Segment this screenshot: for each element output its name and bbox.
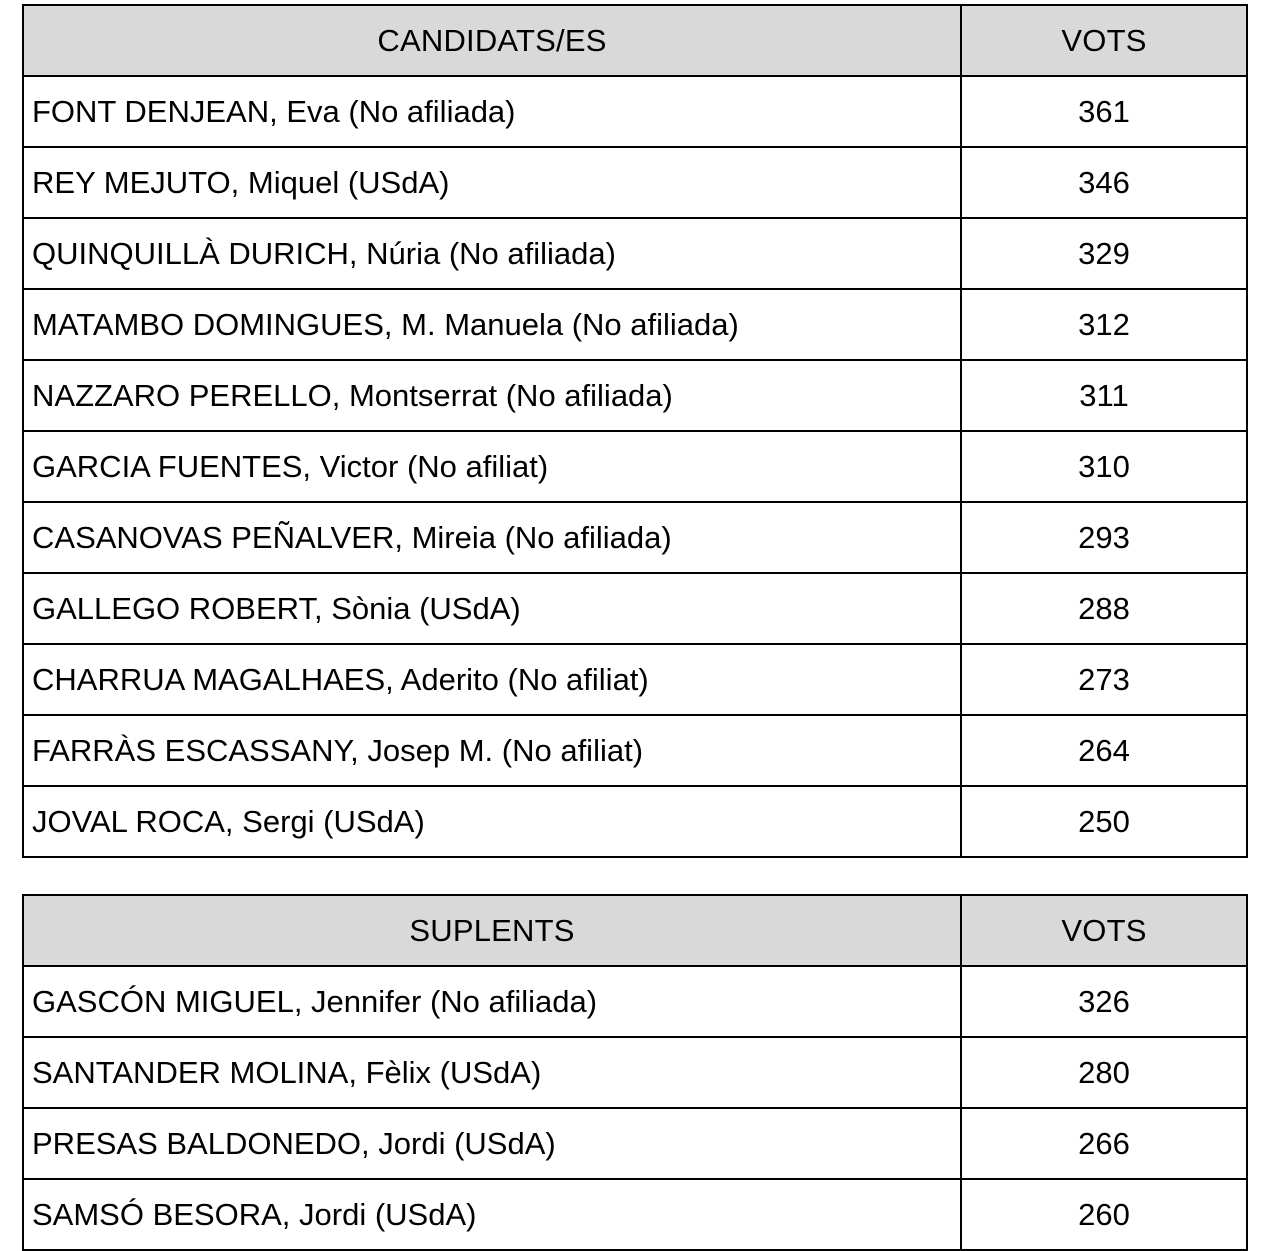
candidate-votes: 250	[961, 786, 1247, 857]
candidate-votes: 346	[961, 147, 1247, 218]
candidate-name: GALLEGO ROBERT, Sònia (USdA)	[23, 573, 961, 644]
substitute-name: GASCÓN MIGUEL, Jennifer (No afiliada)	[23, 966, 961, 1037]
table-header-row	[23, 895, 1247, 966]
substitute-votes: 326	[961, 966, 1247, 1037]
column-header-votes: VOTS	[961, 895, 1247, 966]
table-row	[23, 360, 1247, 431]
candidate-votes: 288	[961, 573, 1247, 644]
candidate-name: GARCIA FUENTES, Victor (No afiliat)	[23, 431, 961, 502]
candidates-table-header	[23, 5, 1247, 76]
table-row	[23, 573, 1247, 644]
candidate-name: QUINQUILLÀ DURICH, Núria (No afiliada)	[23, 218, 961, 289]
substitute-name: SAMSÓ BESORA, Jordi (USdA)	[23, 1179, 961, 1250]
candidate-name: REY MEJUTO, Miquel (USdA)	[23, 147, 961, 218]
column-header-candidates: CANDIDATS/ES	[23, 5, 961, 76]
substitutes-table-body	[23, 966, 1247, 1250]
table-row	[23, 966, 1247, 1037]
candidate-name: CASANOVAS PEÑALVER, Mireia (No afiliada)	[23, 502, 961, 573]
table-row	[23, 502, 1247, 573]
table-row	[23, 76, 1247, 147]
candidate-votes: 312	[961, 289, 1247, 360]
candidate-votes: 311	[961, 360, 1247, 431]
candidates-table-body	[23, 76, 1247, 857]
column-header-substitutes: SUPLENTS	[23, 895, 961, 966]
table-row	[23, 786, 1247, 857]
substitute-name: SANTANDER MOLINA, Fèlix (USdA)	[23, 1037, 961, 1108]
candidate-votes: 273	[961, 644, 1247, 715]
substitute-votes: 266	[961, 1108, 1247, 1179]
candidate-name: FONT DENJEAN, Eva (No afiliada)	[23, 76, 961, 147]
candidates-table	[22, 4, 1248, 858]
table-row	[23, 431, 1247, 502]
table-row	[23, 1179, 1247, 1250]
candidate-votes: 310	[961, 431, 1247, 502]
substitute-votes: 260	[961, 1179, 1247, 1250]
candidate-name: CHARRUA MAGALHAES, Aderito (No afiliat)	[23, 644, 961, 715]
table-row	[23, 289, 1247, 360]
substitute-votes: 280	[961, 1037, 1247, 1108]
table-row	[23, 715, 1247, 786]
substitute-name: PRESAS BALDONEDO, Jordi (USdA)	[23, 1108, 961, 1179]
table-row	[23, 1108, 1247, 1179]
substitutes-table-header	[23, 895, 1247, 966]
candidate-name: MATAMBO DOMINGUES, M. Manuela (No afiliada)	[23, 289, 961, 360]
candidate-votes: 293	[961, 502, 1247, 573]
candidate-votes: 361	[961, 76, 1247, 147]
substitutes-table	[22, 894, 1248, 1251]
table-row	[23, 147, 1247, 218]
candidate-votes: 329	[961, 218, 1247, 289]
table-header-row	[23, 5, 1247, 76]
column-header-votes: VOTS	[961, 5, 1247, 76]
candidate-name: JOVAL ROCA, Sergi (USdA)	[23, 786, 961, 857]
table-divider-space	[22, 858, 1245, 894]
table-row	[23, 644, 1247, 715]
candidate-name: FARRÀS ESCASSANY, Josep M. (No afiliat)	[23, 715, 961, 786]
table-row	[23, 218, 1247, 289]
candidate-votes: 264	[961, 715, 1247, 786]
table-row	[23, 1037, 1247, 1108]
candidate-name: NAZZARO PERELLO, Montserrat (No afiliada)	[23, 360, 961, 431]
